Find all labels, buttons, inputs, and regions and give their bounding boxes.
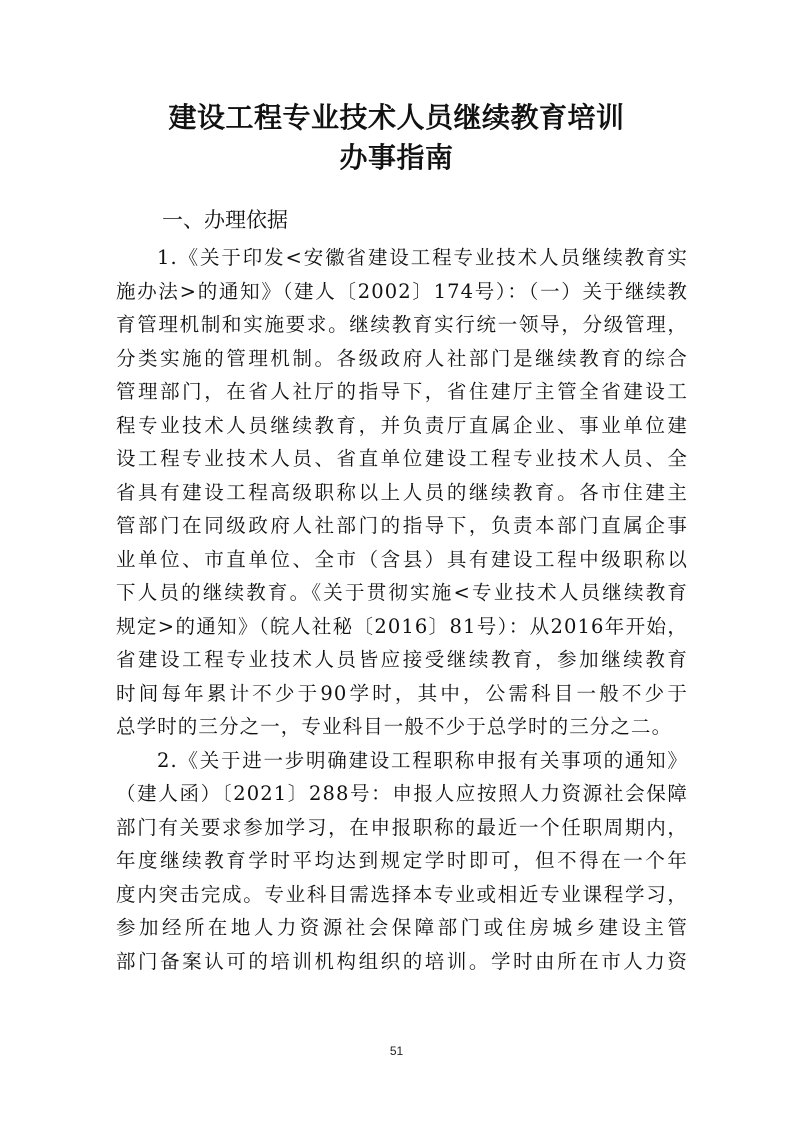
paragraph-2 — [116, 744, 688, 979]
paragraph-1-line: 育管理机制和实施要求。继续教育实行统一领导，分级管理， — [116, 313, 688, 336]
paragraph-1-line: 省建设工程专业技术人员皆应接受继续教育，参加继续教育 — [116, 648, 688, 671]
section-heading: 一、办理依据 — [162, 208, 288, 232]
paragraph-1-line: 规定>的通知》（皖人社秘〔2016〕81号）：从2016年开始， — [116, 614, 688, 638]
paragraph-2-line: （建人函）〔2021〕288号：申报人应按照人力资源社会保障 — [116, 782, 688, 805]
paragraph-2-line: 部门有关要求参加学习，在申报职称的最近一个任职周期内， — [116, 815, 688, 839]
paragraph-1-line: 设工程专业技术人员、省直单位建设工程专业技术人员、全 — [116, 447, 688, 470]
paragraph-1 — [116, 241, 688, 744]
paragraph-1-line: 管理部门，在省人社厅的指导下，省住建厅主管全省建设工 — [116, 380, 688, 403]
document-title-line-1: 建设工程专业技术人员继续教育培训 — [168, 101, 625, 134]
paragraph-1-line: 施办法>的通知》（建人〔2002〕174号）：（一）关于继续教 — [116, 279, 688, 303]
paragraph-1-line: 下人员的继续教育。《关于贯彻实施<专业技术人员继续教育 — [116, 581, 688, 604]
document-title-line-2: 办事指南 — [339, 141, 454, 174]
document-body — [116, 241, 688, 978]
paragraph-1-line: 程专业技术人员继续教育，并负责厅直属企业、事业单位建 — [116, 413, 688, 437]
paragraph-1-line: 管部门在同级政府人社部门的指导下，负责本部门直属企事 — [116, 514, 688, 537]
paragraph-1-line: 时间每年累计不少于90学时，其中，公需科目一般不少于 — [116, 681, 688, 705]
paragraph-2-line: 部门备案认可的培训机构组织的培训。学时由所在市人力资 — [116, 949, 688, 973]
paragraph-1-line: 省具有建设工程高级职称以上人员的继续教育。各市住建主 — [116, 480, 688, 504]
paragraph-1-line: 分类实施的管理机制。各级政府人社部门是继续教育的综合 — [116, 346, 688, 370]
paragraph-1-line: 业单位、市直单位、全市（含县）具有建设工程中级职称以 — [116, 547, 688, 571]
paragraph-2-line: 参加经所在地人力资源社会保障部门或住房城乡建设主管 — [116, 916, 688, 939]
paragraph-2-line: 年度继续教育学时平均达到规定学时即可，但不得在一个年 — [116, 849, 688, 872]
paragraph-1-line: 总学时的三分之一，专业科目一般不少于总学时的三分之二。 — [116, 715, 673, 738]
paragraph-2-line: 2.《关于进一步明确建设工程职称申报有关事项的通知》 — [157, 748, 688, 772]
page-number: 51 — [389, 1044, 404, 1058]
paragraph-1-line: 1.《关于印发<安徽省建设工程专业技术人员继续教育实 — [157, 246, 688, 269]
paragraph-2-line: 度内突击完成。专业科目需选择本专业或相近专业课程学习， — [116, 882, 688, 906]
